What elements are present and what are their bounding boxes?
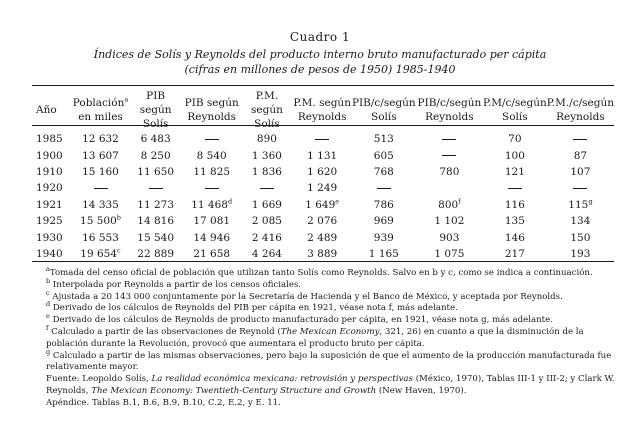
cell-pmc-s xyxy=(483,180,547,196)
footnote-c: $^c$ Ajustada a 20 143 000 conjuntamente por la Secretaría de Hacienda y el Banco de México, y aceptada por Reynolds. xyxy=(46,288,563,302)
col-header-poblacion: Población$^a$ en miles xyxy=(72,95,129,123)
dash-mark xyxy=(377,188,391,189)
cell-pib-s: 11 273 xyxy=(137,198,175,211)
col-header-pm-reynolds: P.M. según Reynolds xyxy=(293,97,351,123)
footnote-d: $^d$ Derivado de los cálculos de Reynolds del PIB per cápita en 1921, véase nota f, más adelante. xyxy=(46,300,458,314)
cell-pm-s: 1 360 xyxy=(251,149,282,162)
cell-pm-s: 1 836 xyxy=(251,165,282,178)
cell-pmc-r: 107 xyxy=(570,165,591,178)
dash-mark xyxy=(508,188,522,189)
cell-pm-s: 4 264 xyxy=(251,247,282,260)
cell-pib-s: 6 483 xyxy=(140,133,171,146)
cell-pm-s: 2 085 xyxy=(251,215,282,228)
cell-pob: 15 160 xyxy=(82,165,119,178)
cell-pibc-r: 780 xyxy=(439,165,460,178)
cell-pmc-s: 135 xyxy=(504,215,525,228)
cell-pmc-s: 146 xyxy=(504,231,525,244)
table-row xyxy=(32,164,614,180)
cell-pib-r: 11 468$^d$ xyxy=(191,197,233,211)
cell-pibc-r: 1 102 xyxy=(434,215,465,228)
table-row xyxy=(32,147,614,163)
table-row xyxy=(32,213,614,229)
col-header-pib-solis: PIB según Solís xyxy=(139,90,172,130)
cell-pib-r: 14 946 xyxy=(193,231,231,244)
cell-pib-s: 8 250 xyxy=(140,149,171,162)
dash-mark xyxy=(205,188,219,189)
cell-pob xyxy=(72,180,130,196)
cell-pib-s: 22 889 xyxy=(137,247,175,260)
col-header-pibc-solis: PIB/c/según Solís xyxy=(351,97,416,123)
table-row xyxy=(32,197,614,213)
footnote-e: $^e$ Derivado de los cálculos de Reynolds de producto manufacturado per cápita, en 1921, véase nota g, más adelante. xyxy=(46,312,553,326)
cell-pmc-s: 70 xyxy=(508,133,522,146)
cell-pibc-r xyxy=(416,131,483,147)
cell-pibc-s: 605 xyxy=(373,149,394,162)
cell-pibc-r: 1 075 xyxy=(434,247,465,260)
cell-year: 1900 xyxy=(36,149,63,162)
cell-pib-s: 14 816 xyxy=(137,215,175,228)
cell-pm-s: 2 416 xyxy=(251,231,282,244)
col-header-pmc-reynolds: P.M./c/según Reynolds xyxy=(546,97,614,123)
col-header-pib-reynolds: PIB según Reynolds xyxy=(184,97,239,123)
cell-pmc-r: 193 xyxy=(570,247,591,260)
cell-pob: 14 335 xyxy=(82,198,119,211)
cell-pmc-r: 150 xyxy=(570,231,591,244)
cell-pm-r: 1 131 xyxy=(307,149,338,162)
cell-pibc-s: 786 xyxy=(373,198,394,211)
col-header-year: Año xyxy=(36,104,57,116)
header-row xyxy=(32,89,614,131)
cell-pib-r: 8 540 xyxy=(196,149,227,162)
col-header-pm-solis: P.M. según Solís xyxy=(251,90,283,130)
cell-pib-r: 17 081 xyxy=(193,215,231,228)
cell-pob: 13 607 xyxy=(82,149,119,162)
cell-year: 1985 xyxy=(36,133,63,146)
table-row xyxy=(32,131,614,147)
data-table xyxy=(32,89,614,262)
appendix-note: Apéndice. Tablas B.1, B.6, B.9, B.10, C.2, E.2, y E. 11. xyxy=(46,397,281,408)
cell-pibc-r: 800$^f$ xyxy=(438,197,461,211)
table-row xyxy=(32,180,614,196)
dash-mark xyxy=(442,155,456,156)
col-header-pmc-solis: P.M/c/según Solís xyxy=(482,97,547,123)
top-rule xyxy=(32,85,614,86)
cell-pmc-r: 115$^g$ xyxy=(568,197,593,211)
cell-pm-r: 2 076 xyxy=(307,215,338,228)
cell-pib-s xyxy=(129,180,182,196)
dash-mark xyxy=(315,139,329,140)
cell-year: 1925 xyxy=(36,215,63,228)
cell-pib-r: 21 658 xyxy=(193,247,231,260)
cell-pib-r: 11 825 xyxy=(193,165,231,178)
table-row xyxy=(32,246,614,262)
cell-pm-r: 1 649e xyxy=(305,197,340,211)
cell-pmc-s: 217 xyxy=(504,247,525,260)
dash-mark xyxy=(94,188,108,189)
cell-pmc-r: 87 xyxy=(573,149,588,162)
cell-pib-r xyxy=(182,180,241,196)
cell-pm-s: 1 669 xyxy=(251,198,282,211)
table-row xyxy=(32,229,614,245)
cell-pibc-s: 768 xyxy=(373,165,394,178)
cell-year: 1940 xyxy=(36,247,63,260)
dash-mark xyxy=(573,188,587,189)
cell-pibc-s: 969 xyxy=(373,215,394,228)
subtitle-line-1: Índices de Solís y Reynolds del producto interno bruto manufacturado per cápita xyxy=(93,48,547,61)
cell-year: 1930 xyxy=(36,231,63,244)
footnote-g: $^g$ Calculado a partir de las mismas observaciones, pero bajo la suposición de que el aumento de la producción manufacturada fue relativamente mayor. xyxy=(46,347,612,373)
cell-pob: 16 553 xyxy=(82,231,119,244)
table-body xyxy=(32,131,614,262)
cell-pib-s: 11 650 xyxy=(137,165,175,178)
cell-year: 1920 xyxy=(36,182,63,195)
cell-pibc-s xyxy=(352,180,416,196)
cell-pm-r: 1 620 xyxy=(307,165,338,178)
cell-pmc-r xyxy=(547,180,614,196)
cell-pm-r: 1 249 xyxy=(307,182,338,195)
footnote-a: $^a$Tomada del censo oficial de población que utilizan tanto Solís como Reynolds. Salvo en b y c, como se indica a continuación. xyxy=(46,265,593,278)
cell-year: 1921 xyxy=(36,198,63,211)
cell-pmc-s: 121 xyxy=(504,165,525,178)
cell-pob: 12 632 xyxy=(82,133,119,146)
cell-pmc-s: 100 xyxy=(504,149,525,162)
cell-pibc-r xyxy=(416,180,483,196)
cell-pmc-r xyxy=(547,131,614,147)
footnotes xyxy=(36,265,626,410)
subtitle-line-2: (cifras en millones de pesos de 1950) 1985-1940 xyxy=(184,63,456,76)
cell-pm-s xyxy=(241,180,292,196)
cell-pibc-r xyxy=(416,147,483,163)
cell-year: 1910 xyxy=(36,165,63,178)
dash-mark xyxy=(149,188,163,189)
cell-pib-s: 15 540 xyxy=(137,231,175,244)
cell-pm-r: 3 889 xyxy=(307,247,338,260)
footnote-f: $^f$ Calculado a partir de las observaciones de Reynold (The Mexican Economy, 321, 26) en cuanto a que la disminución de la población durante la Revolución, provocó que aumentara el producto bruto per cápita. xyxy=(46,324,584,349)
cell-pob: 15 500$^b$ xyxy=(80,213,121,228)
table-subtitle xyxy=(0,47,640,77)
cell-pibc-r: 903 xyxy=(439,231,460,244)
col-header-pibc-reynolds: PIB/c/según Reynolds xyxy=(417,97,482,123)
dash-mark xyxy=(573,139,587,140)
source-note: Fuente: Leopoldo Solís, La realidad económica mexicana: retrovisión y perspectivas (México, 1970), Tablas III-1 y III-2; y Clark W. Reynolds, The Mexican Economy: Twentieth-Century Structure and Growth (New Haven, 1970). xyxy=(46,374,615,396)
cell-pm-r: 2 489 xyxy=(307,231,338,244)
cell-pibc-s: 513 xyxy=(373,133,394,146)
dash-mark xyxy=(205,139,219,140)
cell-pmc-r: 134 xyxy=(570,215,591,228)
cell-pibc-s: 939 xyxy=(373,231,394,244)
dash-mark xyxy=(442,139,456,140)
cell-pm-s: 890 xyxy=(256,133,277,146)
table-title: Cuadro 1 xyxy=(289,30,351,44)
cell-pibc-s: 1 165 xyxy=(368,247,399,260)
cell-pm-r xyxy=(293,131,352,147)
cell-pmc-s: 116 xyxy=(504,198,525,211)
cell-pib-r xyxy=(182,131,241,147)
cell-pob: 19 654$^c$ xyxy=(80,246,121,260)
footnote-b: $^b$ Interpolada por Reynolds a partir de los censos oficiales. xyxy=(46,276,302,290)
dash-mark xyxy=(260,188,274,189)
